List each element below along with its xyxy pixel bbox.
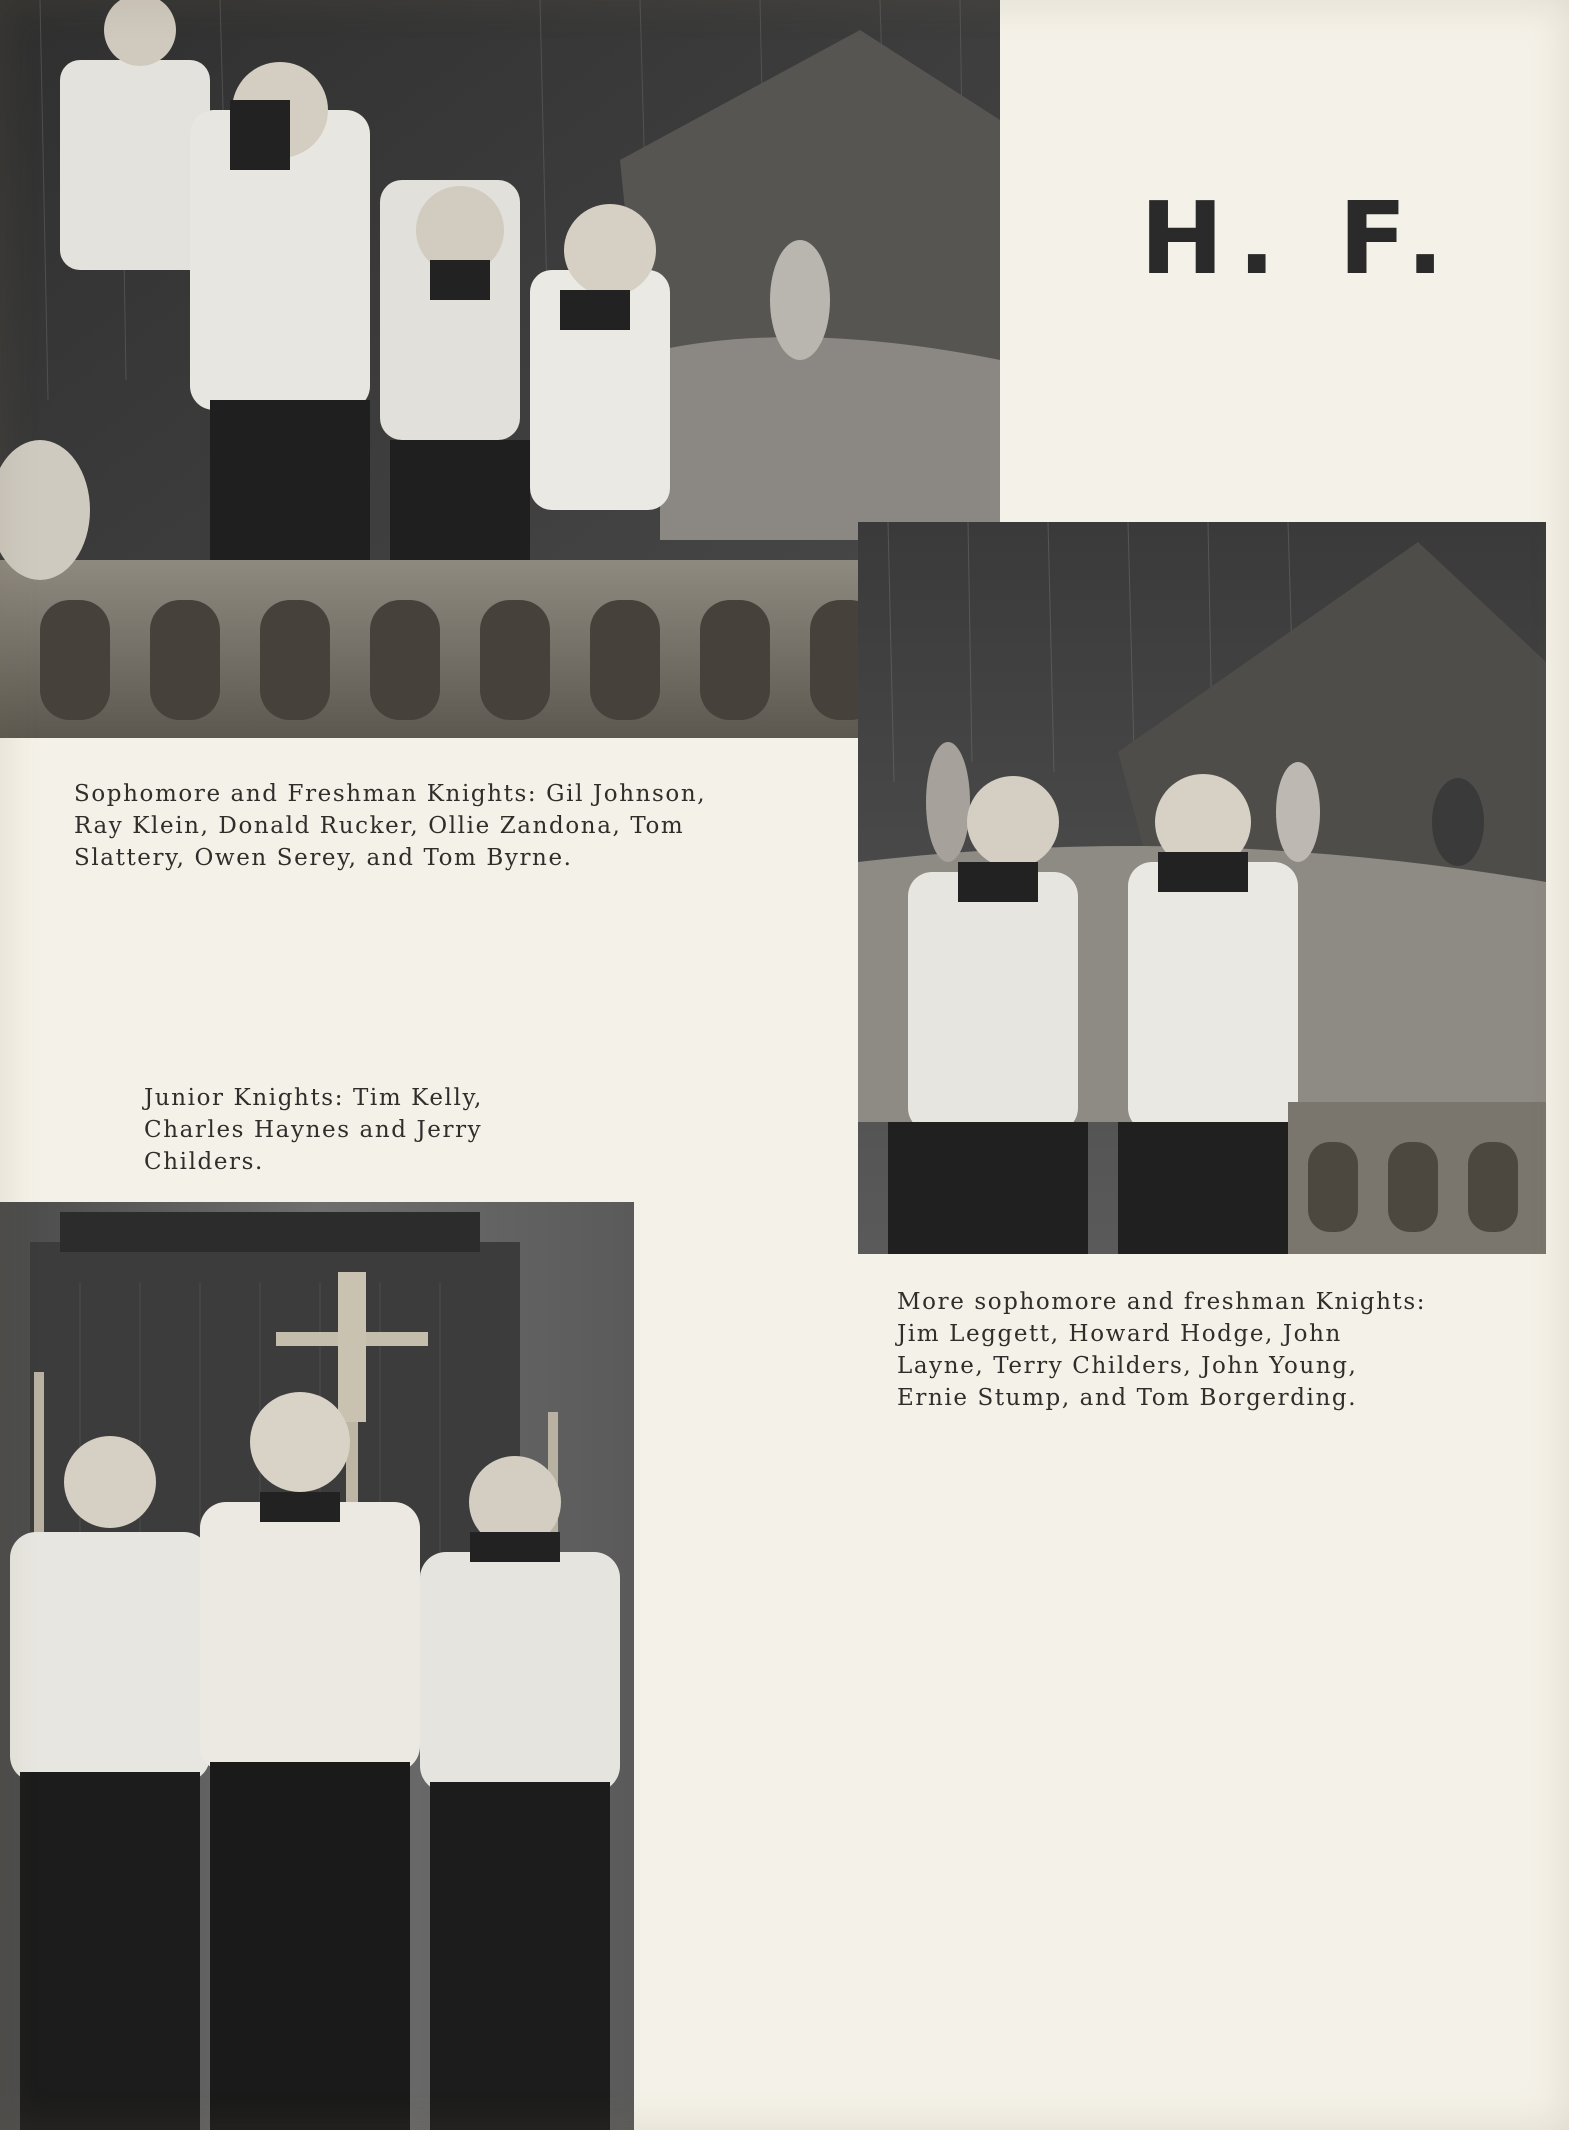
- caption-sophomore-freshman-knights: [74, 778, 774, 874]
- caption-line: Sophomore and Freshman Knights: Gil Johnson,: [74, 781, 707, 807]
- caption-line: Slattery, Owen Serey, and Tom Byrne.: [74, 845, 573, 871]
- caption-junior-knights: [144, 1082, 564, 1178]
- caption-line: Junior Knights: Tim Kelly,: [144, 1085, 483, 1111]
- caption-line: Ray Klein, Donald Rucker, Ollie Zandona, Tom: [74, 813, 685, 839]
- photo-more-sophomore-freshman-knights: [858, 522, 1546, 1254]
- caption-more-sophomore-freshman-knights: [897, 1286, 1497, 1414]
- photo-junior-knights: [0, 1202, 634, 2130]
- caption-line: Childers.: [144, 1149, 264, 1175]
- caption-line: Jim Leggett, Howard Hodge, John: [897, 1321, 1342, 1347]
- caption-line: Charles Haynes and Jerry: [144, 1117, 483, 1143]
- caption-line: More sophomore and freshman Knights:: [897, 1289, 1427, 1315]
- photo-sophomore-freshman-knights: [0, 0, 1000, 738]
- caption-line: Ernie Stump, and Tom Borgerding.: [897, 1385, 1358, 1411]
- page-title: H. F.: [1140, 180, 1459, 297]
- caption-line: Layne, Terry Childers, John Young,: [897, 1353, 1358, 1379]
